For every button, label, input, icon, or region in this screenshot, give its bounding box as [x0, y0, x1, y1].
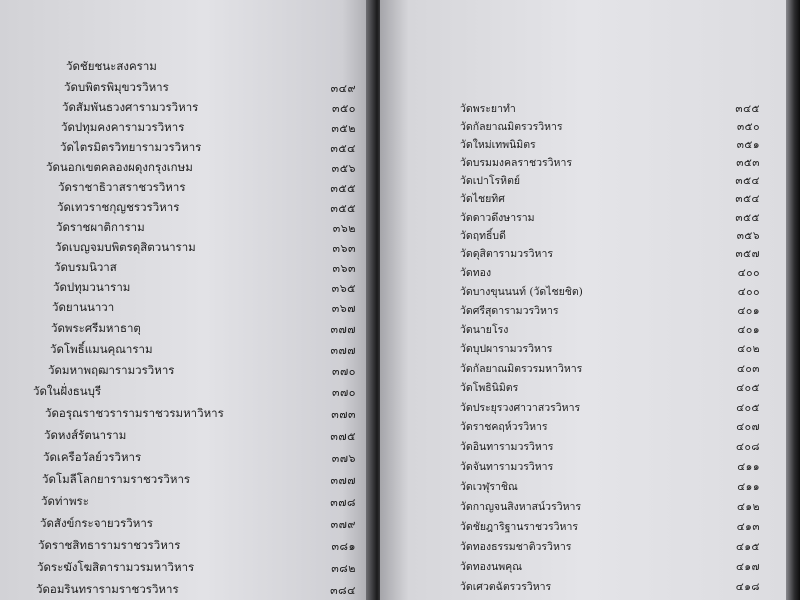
toc-entry [460, 188, 760, 208]
toc-entry-title: วัดกัลยาณมิตรวรวิหาร [460, 120, 563, 133]
toc-entry [460, 476, 760, 496]
toc-entry [460, 436, 760, 456]
toc-entry-page: ๓๖๒ [332, 222, 356, 235]
toc-entry-page: ๓๖๓ [332, 242, 356, 255]
toc-entry [460, 416, 760, 436]
toc-entry [460, 116, 760, 136]
toc-entry [48, 361, 356, 381]
toc-entry-title: วัดไตรมิตรวิทยารามวรวิหาร [60, 140, 202, 154]
toc-entry-page: ๓๔๙ [330, 82, 356, 95]
toc-entry-page: ๔๑๗ [735, 560, 760, 573]
toc-entry-title: วัดเวฬุราชิณ [460, 480, 518, 493]
toc-entry-title: วัดยานนาวา [52, 300, 115, 314]
toc-entry-page: ๔๐๕ [736, 381, 760, 394]
toc-entry [460, 536, 760, 556]
toc-entry [46, 158, 356, 178]
toc-entry [460, 576, 760, 596]
toc-entry-page: ๓๕๐ [736, 120, 760, 133]
toc-entry-page: ๓๗๘ [330, 496, 356, 509]
toc-entry [460, 397, 760, 417]
toc-entry-page: ๔๑๑ [737, 480, 760, 493]
toc-entry-page: ๔๑๒ [736, 500, 760, 513]
toc-entry-page: ๓๕๐ [331, 102, 356, 115]
toc-entry-page: ๓๕๕ [330, 182, 356, 195]
toc-entry-page: ๓๕๗ [735, 247, 760, 260]
toc-entry-page: ๓๗๗ [330, 344, 356, 357]
toc-entry [62, 98, 356, 118]
toc-entry-title: วัดกัลยาณมิตรวรมหาวิหาร [460, 362, 583, 375]
toc-entry [38, 536, 356, 556]
toc-entry [50, 340, 356, 360]
toc-entry [460, 225, 760, 245]
toc-entry-page: ๓๕๕ [735, 211, 760, 224]
toc-entry-title: วัดโพธิ์แมนคุณาราม [50, 342, 153, 356]
toc-entry-title: วัดประยุรวงศาวาสวรวิหาร [460, 401, 581, 414]
toc-entry [40, 514, 356, 534]
toc-entry-title: วัดท่าพระ [41, 494, 89, 508]
toc-entry-page: ๓๗๗ [330, 323, 356, 336]
toc-entry-title: วัดเบญจมบพิตรดุสิตวนาราม [55, 240, 196, 254]
toc-entry-title: วัดในฝั่งธนบุรี [33, 384, 102, 398]
toc-entry-page: ๔๑๓ [736, 520, 760, 533]
toc-entry [33, 382, 356, 402]
toc-entry-page: ๓๕๕ [330, 202, 356, 215]
toc-entry-title: วัดมหาพฤฒารามวรวิหาร [48, 363, 175, 377]
toc-entry-title: วัดดาวดึงษาราม [460, 211, 535, 224]
toc-entry [460, 207, 760, 227]
toc-entry [460, 516, 760, 536]
toc-entry [460, 98, 760, 118]
toc-entry-page: ๔๐๕ [736, 401, 760, 414]
toc-entry [57, 198, 356, 218]
toc-entry [42, 470, 356, 490]
toc-entry-page: ๔๐๒ [737, 342, 760, 355]
toc-entry [460, 377, 760, 397]
toc-entry-title: วัดอินทารามวรวิหาร [460, 440, 554, 453]
toc-entry [460, 243, 760, 263]
toc-entry-page: ๓๗๙ [330, 518, 356, 531]
toc-entry-page: ๔๐๑ [737, 323, 760, 336]
toc-entry-title: วัดฤทธิ์บดี [460, 229, 506, 242]
toc-entry-title: วัดหงส์รัตนาราม [44, 428, 127, 442]
toc-entry-title: วัดชัยชนะสงคราม [66, 59, 157, 73]
toc-entry [460, 338, 760, 358]
toc-entry-page: ๓๗๐ [331, 365, 356, 378]
toc-entry-title: วัดสังข์กระจายวรวิหาร [40, 516, 153, 530]
toc-entry-page: ๓๕๔ [330, 142, 356, 155]
toc-entry-page: ๔๑๕ [735, 540, 760, 553]
toc-entry-page: ๓๕๔ [735, 192, 760, 205]
toc-entry-title: วัดเครือวัลย์วรวิหาร [43, 450, 142, 464]
toc-entry-title: วัดอรุณราชวรารามราชวรมหาวิหาร [45, 406, 224, 420]
toc-entry [460, 170, 760, 190]
toc-entry-title: วัดบรมนิวาส [54, 260, 117, 274]
toc-entry-page: ๔๑๘ [735, 580, 760, 593]
toc-entry-title: วัดจันทารามวรวิหาร [460, 460, 554, 473]
toc-entry-title: วัดโมลีโลกยารามราชวรวิหาร [42, 472, 191, 486]
toc-entry-title: วัดเศวตฉัตรวรวิหาร [460, 580, 552, 593]
toc-entry [58, 178, 356, 198]
toc-entry-title: วัดทองนพคุณ [460, 560, 522, 573]
toc-entry-title: วัดเทวราชกุญชรวรวิหาร [57, 200, 180, 214]
toc-entry [41, 492, 356, 512]
toc-entry [66, 57, 356, 77]
toc-entry-title: วัดปทุมคงคารามวรวิหาร [61, 120, 185, 134]
toc-entry-title: วัดไชยทิศ [460, 192, 505, 205]
toc-entry-title: วัดอมรินทรารามราชวรวิหาร [36, 582, 179, 596]
toc-entry [55, 238, 356, 258]
toc-entry-title: วัดเปาโรหิตย์ [460, 174, 521, 187]
toc-entry [460, 262, 760, 282]
toc-entry [51, 319, 356, 339]
toc-entry-page: ๓๗๓ [331, 408, 356, 421]
toc-entry-title: วัดราชสิทธารามราชวรวิหาร [38, 538, 181, 552]
toc-entry-title: วัดดุสิตารามวรวิหาร [460, 247, 554, 260]
toc-entry [460, 281, 760, 301]
toc-entry [460, 456, 760, 476]
toc-entry-title: วัดสัมพันธวงศารามวรวิหาร [62, 100, 199, 114]
toc-entry-title: วัดชัยฎาริฐานราชวรวิหาร [460, 520, 578, 533]
toc-entry [54, 258, 356, 278]
toc-entry-page: ๔๐๑ [737, 304, 760, 317]
toc-entry-page: ๓๕๖ [736, 229, 760, 242]
toc-entry [460, 358, 760, 378]
toc-entry-page: ๓๕๓ [736, 156, 760, 169]
toc-entry-page: ๔๐๗ [736, 420, 760, 433]
toc-entry [460, 496, 760, 516]
toc-entry [53, 278, 356, 298]
toc-entry-title: วัดพระศรีมหาธาตุ [51, 321, 141, 335]
toc-entry-page: ๔๐๘ [736, 440, 760, 453]
toc-entry-title: วัดทอง [460, 266, 492, 279]
toc-entry [460, 319, 760, 339]
toc-entry-title: วัดบุปผารามวรวิหาร [460, 342, 553, 355]
toc-entry-title: วัดบรมมงคลราชวรวิหาร [460, 156, 572, 169]
toc-entry [460, 556, 760, 576]
toc-entry-page: ๔๑๑ [737, 460, 760, 473]
toc-entry [460, 152, 760, 172]
toc-entry-title: วัดกาญจนสิงหาสน์วรวิหาร [460, 500, 582, 513]
toc-entry [37, 558, 356, 578]
toc-entry-title: วัดบางขุนนนท์ (วัดไชยชิต) [460, 285, 583, 298]
toc-entry [460, 300, 760, 320]
toc-entry [45, 404, 356, 424]
toc-entry-title: วัดราชผาติการาม [56, 220, 145, 234]
toc-entry [64, 78, 356, 98]
toc-entry [52, 298, 356, 318]
toc-entry-title: วัดโพธินิมิตร [460, 381, 519, 394]
left-page [0, 0, 372, 600]
toc-entry-page: ๓๘๑ [331, 540, 356, 553]
toc-entry-page: ๓๗๖ [331, 452, 356, 465]
toc-entry-title: วัดระฆังโฆสิตารามวรมหาวิหาร [37, 560, 195, 574]
toc-entry-page: ๔๐๐ [737, 266, 760, 279]
toc-entry [36, 580, 356, 600]
toc-entry-page: ๓๕๔ [735, 174, 760, 187]
toc-entry [60, 138, 356, 158]
book-edge [786, 0, 800, 600]
toc-entry-page: ๓๖๗ [331, 302, 356, 315]
toc-entry-page: ๓๘๔ [330, 584, 356, 597]
toc-entry-title: วัดราชาธิวาสราชวรวิหาร [58, 180, 186, 194]
toc-entry-title: วัดบพิตรพิมุขวรวิหาร [64, 80, 169, 94]
toc-entry-title: วัดปทุมวนาราม [53, 280, 131, 294]
toc-entry [44, 426, 356, 446]
toc-entry-page: ๓๗๕ [330, 430, 356, 443]
toc-entry-page: ๓๗๗ [330, 474, 356, 487]
toc-entry-page: ๓๖๕ [331, 282, 356, 295]
toc-entry [460, 134, 760, 154]
toc-entry-title: วัดพระยาทำ [460, 102, 516, 115]
right-page [380, 0, 788, 600]
toc-entry-page: ๓๗๐ [331, 386, 356, 399]
toc-entry-title: วัดศรีสุดารามวรวิหาร [460, 304, 559, 317]
toc-entry [56, 218, 356, 238]
toc-entry-title: วัดนายโรง [460, 323, 509, 336]
toc-entry-title: วัดทองธรรมชาติวรวิหาร [460, 540, 572, 553]
toc-entry-title: วัดราชคฤห์วรวิหาร [460, 420, 548, 433]
toc-entry-page: ๓๕๖ [331, 162, 356, 175]
toc-entry-page: ๓๖๓ [332, 262, 356, 275]
toc-entry [43, 448, 356, 468]
toc-entry-title: วัดนอกเขตคลองผดุงกรุงเกษม [46, 160, 193, 174]
toc-entry-page: ๓๔๕ [735, 102, 760, 115]
toc-entry-page: ๔๐๐ [737, 285, 760, 298]
toc-entry-page: ๓๕๒ [331, 122, 356, 135]
toc-entry-page: ๔๐๓ [736, 362, 760, 375]
toc-entry-page: ๓๘๒ [331, 562, 356, 575]
toc-entry [61, 118, 356, 138]
toc-entry-page: ๓๕๑ [736, 138, 760, 151]
toc-entry-title: วัดใหม่เทพนิมิตร [460, 138, 536, 151]
